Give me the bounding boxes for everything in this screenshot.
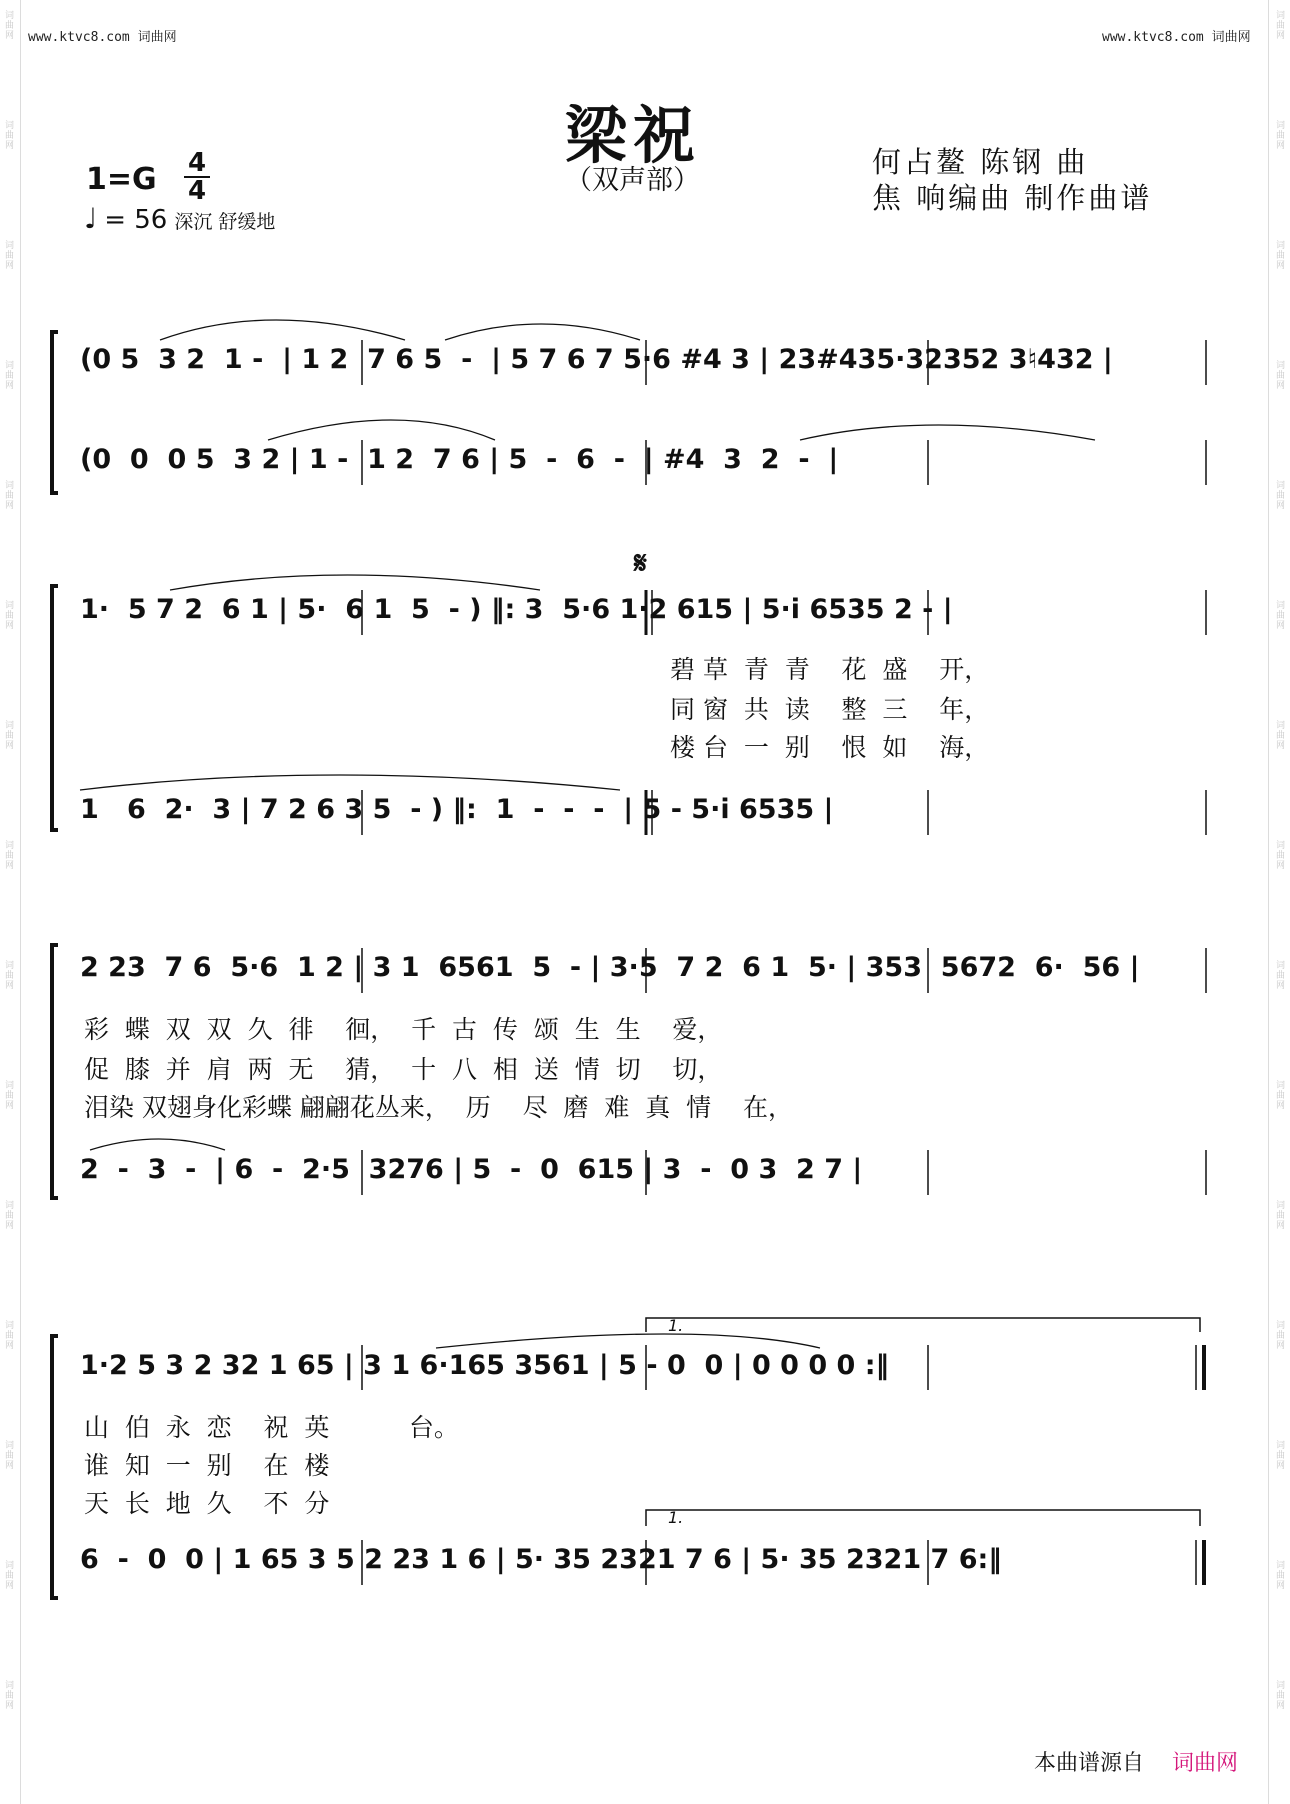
system-4-lyric-3: 天 长 地 久 不 分 [84,1489,330,1518]
system-4-lower: 6 - 0 0 | 1 65 3 5 2 23 1 6 | 5· 35 2321 7 6 | 5· 35 2321 7 6:‖ [80,1544,1002,1575]
footer-source-label: 本曲谱源自 [1034,1751,1145,1776]
arranger-credit: 焦 响编曲 制作曲谱 [872,181,1153,215]
system-1-lower: (0 0 0 5 3 2 | 1 - 1 2 7 6 | 5 - 6 - | #4 3 2 - | [80,444,839,475]
volta-1-upper: 1. [668,1316,684,1335]
system-2-lyric-1: 碧 草 青 青 花 盛 开， [670,655,990,684]
system-2-lyric-2: 同 窗 共 读 整 三 年， [670,695,990,724]
system-3-lyric-1: 彩 蝶 双 双 久 徘 徊， 千 古 传 颂 生 生 爱， [84,1015,723,1044]
quarter-note-icon: ♩ [84,202,98,235]
time-signature: 4 4 [182,150,212,204]
system-3-lyric-3: 泪染 双翅身化彩蝶 翩翩花丛来， 历 尽 磨 难 真 情 在， [84,1093,793,1122]
system-4-lyric-2: 谁 知 一 别 在 楼 [84,1451,330,1480]
system-2-upper: 1· 5 7 2 6 1 | 5· 6 1 5 - ) ‖: 3 5·6 1·2 615 | 5·i 6535 2 - | [80,594,953,625]
header-url-right[interactable]: www.ktvc8.com 词曲网 [1102,30,1251,45]
system-3-upper: 2 23 7 6 5·6 1 2 | 3 1 6561 5 - | 3·5 7 2 6 1 5· | 353 5672 6· 56 | [80,952,1140,983]
system-2-lyric-3: 楼 台 一 别 恨 如 海， [670,733,990,762]
left-watermark-column: 词曲网 词曲网 词曲网 词曲网 词曲网 词曲网 词曲网 词曲网 词曲网 词曲网 词曲网 词曲网 词曲网 词曲网 词曲网 [3,10,13,1710]
composer-credit: 何占鳌 陈钢 曲 [872,145,1089,179]
key-signature: 1=G [86,162,157,197]
footer-source-brand[interactable]: 词曲网 [1172,1751,1239,1776]
right-watermark-column: 词曲网 词曲网 词曲网 词曲网 词曲网 词曲网 词曲网 词曲网 词曲网 词曲网 词曲网 词曲网 词曲网 词曲网 词曲网 [1274,10,1284,1710]
system-3-lyric-2: 促 膝 并 肩 两 无 猜， 十 八 相 送 情 切 切， [84,1055,723,1084]
song-subtitle: （双声部） [565,165,700,196]
system-4-upper: 1·2 5 3 2 32 1 65 | 3 1 6·165 3561 | 5 - 0 0 | 0 0 0 0 :‖ [80,1350,890,1381]
system-1-upper: (0 5 3 2 1 - | 1 2 7 6 5 - | 5 7 6 7 5·6 #4 3 | 23#435·32352 3♮432 | [80,344,1113,375]
volta-1-lower: 1. [668,1508,684,1527]
song-title: 梁祝 [565,99,702,172]
segno-icon: 𝄋 [634,546,647,581]
tempo-marking: ♩ = 56 深沉 舒缓地 [84,202,276,235]
system-2-lower: 1 6 2· 3 | 7 2 6 3 5 - ) ‖: 1 - - - | 5 - 5·i 6535 | [80,794,834,825]
system-4-lyric-1: 山 伯 永 恋 祝 英 台。 [84,1413,459,1442]
system-3-lower: 2 - 3 - | 6 - 2·5 3276 | 5 - 0 615 | 3 - 0 3 2 7 | [80,1154,863,1185]
header-url-left[interactable]: www.ktvc8.com 词曲网 [28,30,177,45]
